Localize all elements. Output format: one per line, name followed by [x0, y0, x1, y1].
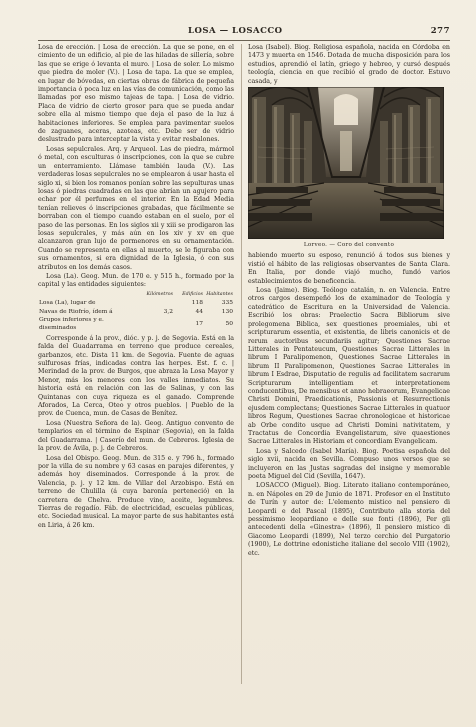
table-cell: 130: [221, 308, 233, 315]
photo-caption: Lorveo. — Coro del convento: [303, 242, 395, 249]
table-cell: Grupos inferiores y e. diseminados: [39, 317, 104, 332]
table-cell: 335: [221, 300, 233, 307]
entry-losacco-miguel: LOSACCO (Miguel). Biog. Literato italiano contemporáneo, n. en Nápoles en 29 de Junio de 1871. Profesor en el Instituto de Turín y autor de: L'elemento mistico nel pensiero di Leopardi e del Pascal (1895), Contributo alla storia del pessimismo leopardiano e delle sue fonti (1896), Per gli antecedenti della «Ginestra» (1896), Il pensiero mistico di Giacomo Leopardi (1899), Nel terzo cerchio del Purgatorio (1900), Le dottrine edonistiche italiane del secolo VIII (1902), etc.: [248, 482, 450, 557]
table-row: [38, 299, 234, 307]
table-cell: 118: [191, 300, 203, 307]
table-header-km: Kilómetros: [146, 291, 173, 297]
entry-losa-jaime: Losa (Jaime). Biog. Teólogo catalán, n. en Valencia. Entre otros cargos desempeñó los de examinador de Teología y catedrático de Escritura en la Universidad de Valencia. Escribió los obras: Praelectio Sacra Bibliorum sive prolegomena Biblica, sex questiones proemiales, ubi et scripturarum essentia, et existentia, de libris canonicis et de rerum auctoribus secundariis agitur; Questiones Sacrae Litterales in Pentateucum, Questiones Sacrae Litterales in librum I Paralipomenon, Questiones Sacrae Litterales in librum II Paralipomenon, Questiones Sacrae Litterales in librum I Esdrae, Disputatio de regulis ad facilitatem sacrarum Scripturarum intelligentiam et interpretationem conducentibus, De mensibus et anno hebraeorum, Evangelicae Christi Domini, Praedicationis, Passionis et Resurrectionis ejusdem complectans; Questiones Sacrae Litterales in quatuor libros Regum, Questiones Sacrae chronologicae et historicae ab Orbe condito usque ad Christi Domini nativitatem, y Tractatus de Concordia Evangelistarum, sive quaestiones Sacrae Litterales in Historiam et concordiam Evangelicam.: [248, 287, 450, 446]
population-table: [38, 291, 234, 333]
table-cell: 17: [195, 321, 203, 328]
entry-nuestra-senora: Losa (Nuestra Señora de la). Geog. Antiguo convento de templarios en el término de Espinar (Segovia), en la falda del Guadarrama. | Caserío del mun. de Cebreros. Iglesia de la prov. de Ávila, p. j. de Cebreros.: [38, 419, 234, 453]
running-header: [38, 26, 450, 40]
header-title: LOSA — LOSACCO: [188, 26, 283, 36]
table-header-buildings: Edificios: [182, 291, 203, 297]
table-cell: [144, 299, 174, 307]
entry-losa-la-continued: Corresponde á la prov., dióc. y p. j. de Segovia. Está en la falda del Guadarrama en terreno que produce cereales, garbanzos, etc. Dista 11 km. de Segovia. Fuente de aguas sulfurosas frías, indicadas contra las herpes. Est. f. c. | Merindad de la prov. de Burgos, que abraza la Losa Mayor y Menor, más los menores con los valles inmediatos. Su historia está en relación con las de Salinas, y con las Quintanas con cuya riqueza es el ganado. Comprende Aforados, La Cerca, Oteo y otros pueblos. | Pueblo de la prov. de Cuenca, mun. de Casas de Benítez.: [38, 334, 234, 418]
table-header-name: [38, 291, 144, 299]
entry-losa-del-obispo: Losa del Obispo. Geog. Mun. de 315 e. y 796 h., formado por la villa de su nombre y 63 casas en parajes diferentes, y además hoy diseminados. Corresponde á la prov. de Valencia, p. j. y 12 km. de Villar del Arzobispo. Está en terreno de Chulilla (á cuya baronía perteneció) en la carretera de Chelva. Produce vino, aceite, legumbres. Tierras de regadío. Fáb. de electricidad, escuelas públicas, etc. Sociedad musical. La mayor parte de sus habitantes está en Liria, á 26 km.: [38, 454, 234, 529]
entry-losas-sepulcrales: Losas sepulcrales. Arq. y Arqueol. Las de piedra, mármol ó metal, con esculturas ó inscripciones, con la que se cubre un enterramiento. Llámase también lauda (V.). Las verdaderas losas sepulcrales no se emplearon á usar hasta el siglo xi, si bien los romanos ponían sobre las sepulturas unas losas ó piedras cuadradas en las que abrían un agujero para echar por él perfumes en el interior. En la Edad Media tenían relieves ó inscripciones grabadas, que fácilmente se borraban con el tiempo cuando estaban en el suelo, por el paso de las personas. En los siglos xii y xiii se prodigaron las losas sepulcrales, y más aún en los xiv y xv en que alcanzaron gran lujo de pormenores en su ornamentación. Cuando se representa en ellas al muerto, se le figuraba con sus ornamentos, si era dignidad de la Iglesia, ó con sus atributos en los demás casos.: [38, 145, 234, 271]
church-interior-photo: [248, 87, 444, 239]
column-divider: [241, 44, 242, 684]
table-header-row: [38, 291, 234, 299]
table-row: [38, 316, 234, 333]
entry-losa-isabel: Losa (Isabel). Biog. Religiosa española, nacida en Córdoba en 1473 y muerta en 1546. Dotada de mucha disposición para los estudios, aprendió el latín, griego y hebreo, y cursó después teología, ciencia en que recibió el grado de doctor. Estuvo casada, y: [248, 44, 450, 85]
table-cell: Losa (La), lugar de: [39, 300, 96, 307]
right-column: [248, 44, 450, 684]
table-header-inhabitants: Habitantes: [206, 291, 233, 297]
left-column: [38, 44, 234, 684]
table-cell: Navas de Riofrío, ídem á: [39, 308, 113, 315]
table-cell: 50: [225, 321, 233, 328]
table-cell: [144, 316, 174, 333]
table-cell: 3,2: [163, 308, 173, 315]
entry-losa-salcedo: Losa y Salcedo (Isabel María). Biog. Poetisa española del siglo xvii, nacida en Sevilla. Compuso unos versos que se incluyeron en las Justas sagradas del insigne y memorable poeta Miguel del Cid (Sevilla, 1647).: [248, 447, 450, 480]
entry-losa-erection: Losa de erección. | Losa de erección. La que se pone, en el cimiento de un edificio, al pie de las hiladas de sillería, sobre las que se erige ó levanta el muro. | Losa de soler. Lo mismo que piedra de moler (V.). | Losa de tapa. La que se emplea, en lugar de bóvedas, en ciertas obras de fábrica de pequeña importancia ó poca luz en las vías de comunicación, como las llamadas por eso mismo tajeas de tapa. | Losa de vidrio. Placa de vidrio de cierto grosor para que se pueda andar sobre ella al mismo tiempo que deja el paso de la luz á habitaciones inferiores. Se emplea para pavimentar suelos de zaguanes, aceras, azoteas, etc. Debe ser de vidrio deslustrado para interceptar la vista y evitar resbalones.: [38, 44, 234, 144]
page-number: 277: [430, 26, 450, 36]
header-rule: [38, 40, 450, 41]
entry-losa-isabel-continued: habiendo muerto su esposo, renunció á todos sus bienes y vistió el hábito de las religiosas observantes de Santa Clara. En Italia, por donde viajó mucho, fundó varios establecimientos de beneficencia.: [248, 252, 450, 285]
table-row: [38, 308, 234, 316]
table-cell: 44: [195, 308, 203, 315]
entry-losa-la: Losa (La). Geog. Mun. de 170 e. y 515 h., formado por la capital y las entidades siguientes:: [38, 272, 234, 289]
photo-engraving: [248, 87, 444, 239]
